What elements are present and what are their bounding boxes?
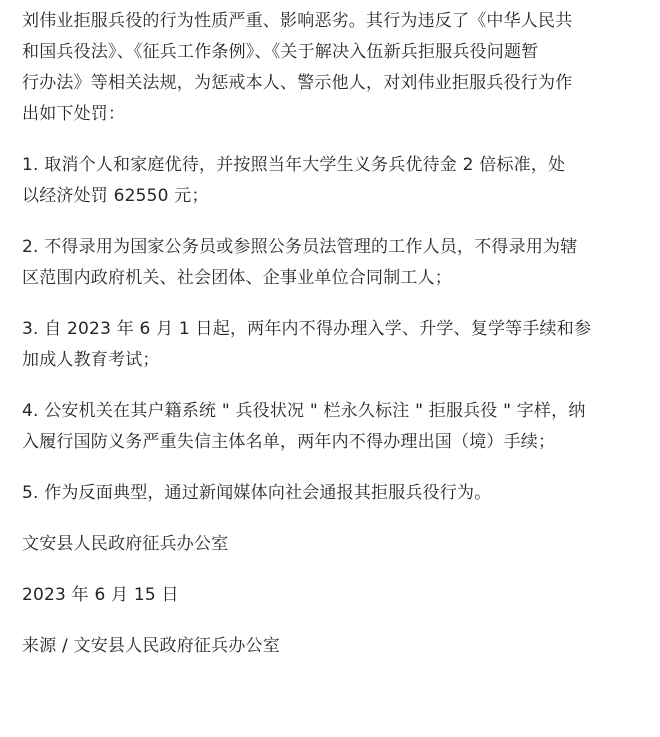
intro-paragraph: 刘伟业拒服兵役的行为性质严重、影响恶劣。其行为违反了《中华人民共 和国兵役法》、《征兵工作条例》、《关于解决入伍新兵拒服兵役问题暂 行办法》等相关法规，为惩戒本人、警示他人，对刘伟业拒服兵役行为作 出如下处罚： [22,11,573,124]
penalty-item-2: 2. 不得录用为国家公务员或参照公务员法管理的工作人员，不得录用为辖 区范围内政府机关、社会团体、企事业单位合同制工人； [22,237,578,288]
penalty-item-5: 5. 作为反面典型，通过新闻媒体向社会通报其拒服兵役行为。 [22,483,492,503]
article-body [22,6,638,662]
issuer-name: 文安县人民政府征兵办公室 [22,534,229,554]
penalty-item-4: 4. 公安机关在其户籍系统 " 兵役状况 " 栏永久标注 " 拒服兵役 " 字样，纳 入履行国防义务严重失信主体名单，两年内不得办理出国（境）手续； [22,401,586,452]
issue-date: 2023 年 6 月 15 日 [22,585,179,605]
penalty-item-3: 3. 自 2023 年 6 月 1 日起，两年内不得办理入学、升学、复学等手续和参 加成人教育考试； [22,319,592,370]
penalty-item-1: 1. 取消个人和家庭优待，并按照当年大学生义务兵优待金 2 倍标准，处 以经济处罚 62550 元； [22,155,566,206]
source-line: 来源 / 文安县人民政府征兵办公室 [22,636,280,656]
